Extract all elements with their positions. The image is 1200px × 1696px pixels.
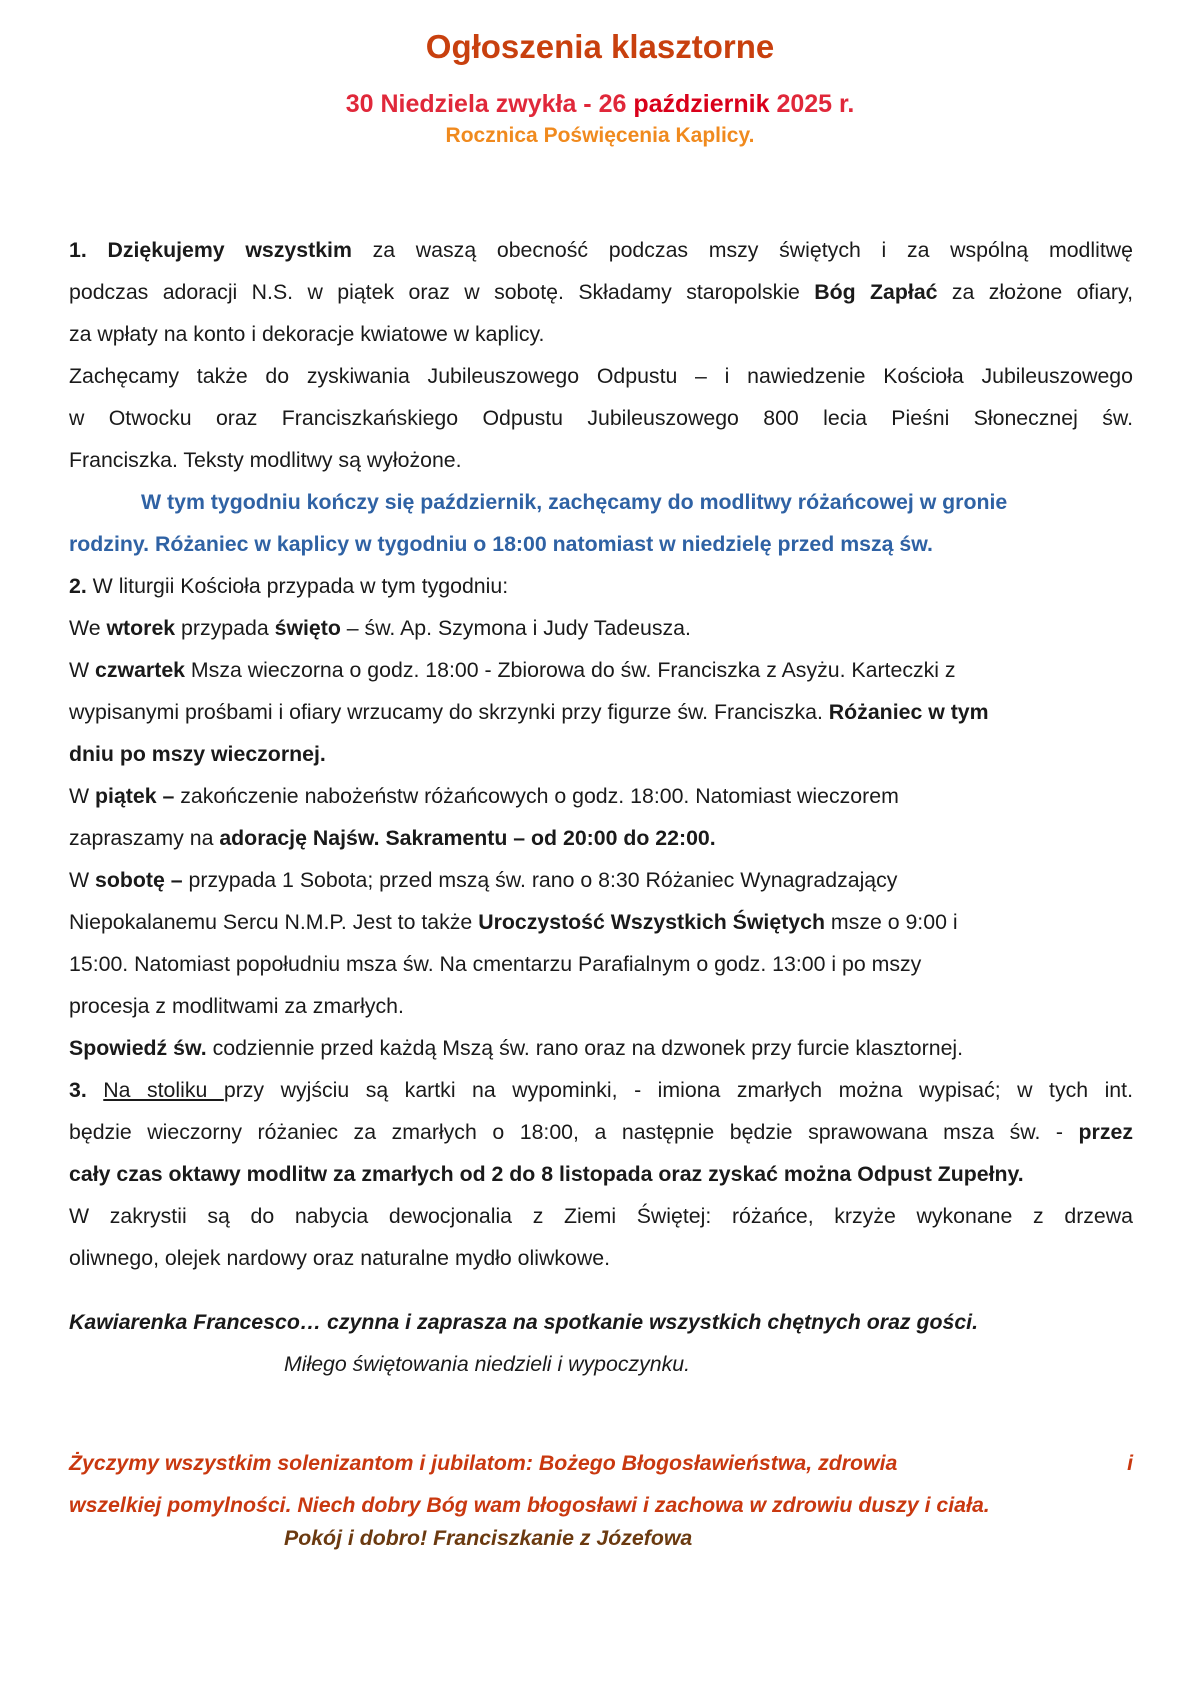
section-number: 3. (69, 1078, 87, 1102)
text: przypada 1 Sobota; przed mszą św. rano o 8:30 Różaniec Wynagradzający (182, 868, 898, 892)
text: przypada (175, 616, 275, 640)
bold-text: Spowiedź św. (69, 1036, 207, 1060)
wishes (69, 1442, 1133, 1526)
s3-line-4: W zakrystii są do nabycia dewocjonalia z Ziemi Świętej: różańce, krzyże wykonane z drzewa (69, 1204, 1133, 1228)
s2-confession (69, 1027, 1133, 1069)
text: za złożone ofiary, (937, 280, 1133, 304)
s1-line-1 (69, 229, 1133, 271)
text: wypisanymi prośbami i ofiary wrzucamy do skrzynki przy figurze św. Franciszka. (69, 700, 829, 724)
bold-text: sobotę – (95, 868, 183, 892)
bold-text: cały czas oktawy modlitw za zmarłych od 2 do 8 listopada oraz zyskać można Odpust Zupełny. (69, 1162, 1024, 1186)
signature: Pokój i dobro! Franciszkanie z Józefowa (284, 1526, 693, 1550)
subtitle-year: 2025 r. (769, 90, 855, 118)
section-number: 2. (69, 574, 87, 598)
bold-text: adorację Najśw. Sakramentu – od 20:00 do 22:00. (219, 826, 716, 850)
text: będzie wieczorny różaniec za zmarłych o 18:00, a następnie będzie sprawowana msza św. - (69, 1120, 1079, 1144)
s3-line-3 (69, 1153, 1133, 1195)
text: W (69, 658, 96, 682)
underlined-text: Na stoliku (103, 1078, 224, 1102)
bold-text: dniu po mszy wieczornej. (69, 742, 326, 766)
bold-text: Uroczystość Wszystkich Świętych (478, 910, 825, 934)
text: We (69, 616, 107, 640)
section-number: 1. (69, 238, 108, 262)
bold-text: Dziękujemy wszystkim (107, 238, 352, 262)
page-title: Ogłoszenia klasztorne (425, 28, 775, 65)
s1-line-2 (69, 271, 1133, 313)
subtitle-sunday: 30 Niedziela zwykła - 26 (345, 90, 634, 118)
text: za waszą obecność podczas mszy świętych i za wspólną modlitwę (351, 238, 1134, 262)
s2-saturday-2 (69, 901, 1133, 943)
s2-tuesday (69, 607, 1133, 649)
announcements-body (69, 229, 1133, 1279)
s2-thursday-3 (69, 733, 1133, 775)
s3-line-2 (69, 1111, 1133, 1153)
text: Msza wieczorna o godz. 18:00 - Zbiorowa do św. Franciszka z Asyżu. Karteczki z (185, 658, 956, 682)
text: i (1127, 1451, 1133, 1475)
s1-line-5: w Otwocku oraz Franciszkańskiego Odpustu Jubileuszowego 800 lecia Pieśni Słonecznej św. (69, 406, 1133, 430)
bold-text: Różaniec w tym (828, 700, 989, 724)
greeting: Miłego świętowania niedzieli i wypoczynku. (284, 1352, 691, 1376)
bold-text: przez (1078, 1120, 1133, 1144)
s2-friday-1 (69, 775, 1133, 817)
wishes-line-1 (69, 1442, 1133, 1484)
page-subtitle (0, 90, 1200, 119)
bold-text: Bóg Zapłać (814, 280, 938, 304)
text: podczas adoracji N.S. w piątek oraz w sobotę. Składamy staropolskie (69, 280, 815, 304)
rosary-notice-1: W tym tygodniu kończy się październik, zachęcamy do modlitwy różańcowej w gronie (141, 490, 1008, 514)
s2-intro (69, 565, 1133, 607)
text: Życzymy wszystkim solenizantom i jubilatom: Bożego Błogosławieństwa, zdrowia (69, 1451, 898, 1475)
text: msze o 9:00 i (824, 910, 958, 934)
s1-line-3: za wpłaty na konto i dekoracje kwiatowe w kaplicy. (69, 322, 545, 346)
s2-saturday-4: procesja z modlitwami za zmarłych. (69, 994, 404, 1018)
text: W liturgii Kościoła przypada w tym tygodniu: (86, 574, 509, 598)
s3-line-5: oliwnego, olejek nardowy oraz naturalne mydło oliwkowe. (69, 1246, 610, 1270)
bold-text: piątek – (95, 784, 175, 808)
text: zapraszamy na (69, 826, 220, 850)
text: codziennie przed każdą Mszą św. rano oraz na dzwonek przy furcie klasztornej. (206, 1036, 964, 1060)
s1-line-6: Franciszka. Teksty modlitwy są wyłożone. (69, 448, 462, 472)
text: Niepokalanemu Sercu N.M.P. Jest to także (69, 910, 479, 934)
s2-thursday-2 (69, 691, 1133, 733)
s3-line-1 (69, 1069, 1133, 1111)
bold-text: czwartek (95, 658, 186, 682)
text: – św. Ap. Szymona i Judy Tadeusza. (340, 616, 691, 640)
cafe-notice: Kawiarenka Francesco… czynna i zaprasza na spotkanie wszystkich chętnych oraz gości. (69, 1310, 979, 1334)
s2-friday-2 (69, 817, 1133, 859)
s1-line-4: Zachęcamy także do zyskiwania Jubileuszowego Odpustu – i nawiedzenie Kościoła Jubileuszowego (69, 364, 1133, 388)
bold-text: wtorek (106, 616, 176, 640)
page-occasion: Rocznica Poświęcenia Kaplicy. (445, 124, 755, 147)
text: zakończenie nabożeństw różańcowych o godz. 18:00. Natomiast wieczorem (174, 784, 899, 808)
bold-text: święto (274, 616, 341, 640)
text: W (69, 868, 96, 892)
s2-saturday-1 (69, 859, 1133, 901)
wishes-line-2: wszelkiej pomylności. Niech dobry Bóg wam błogosławi i zachowa w zdrowiu duszy i ciała. (69, 1493, 990, 1517)
text: przy wyjściu są kartki na wypominki, - imiona zmarłych można wypisać; w tych int. (223, 1078, 1133, 1102)
rosary-notice-2: rodziny. Różaniec w kaplicy w tygodniu o 18:00 natomiast w niedzielę przed mszą św. (69, 532, 933, 556)
text: W (69, 784, 96, 808)
s2-saturday-3: 15:00. Natomiast popołudniu msza św. Na cmentarzu Parafialnym o godz. 13:00 i po mszy (69, 952, 922, 976)
s2-thursday-1 (69, 649, 1133, 691)
subtitle-month: październik (633, 90, 770, 118)
